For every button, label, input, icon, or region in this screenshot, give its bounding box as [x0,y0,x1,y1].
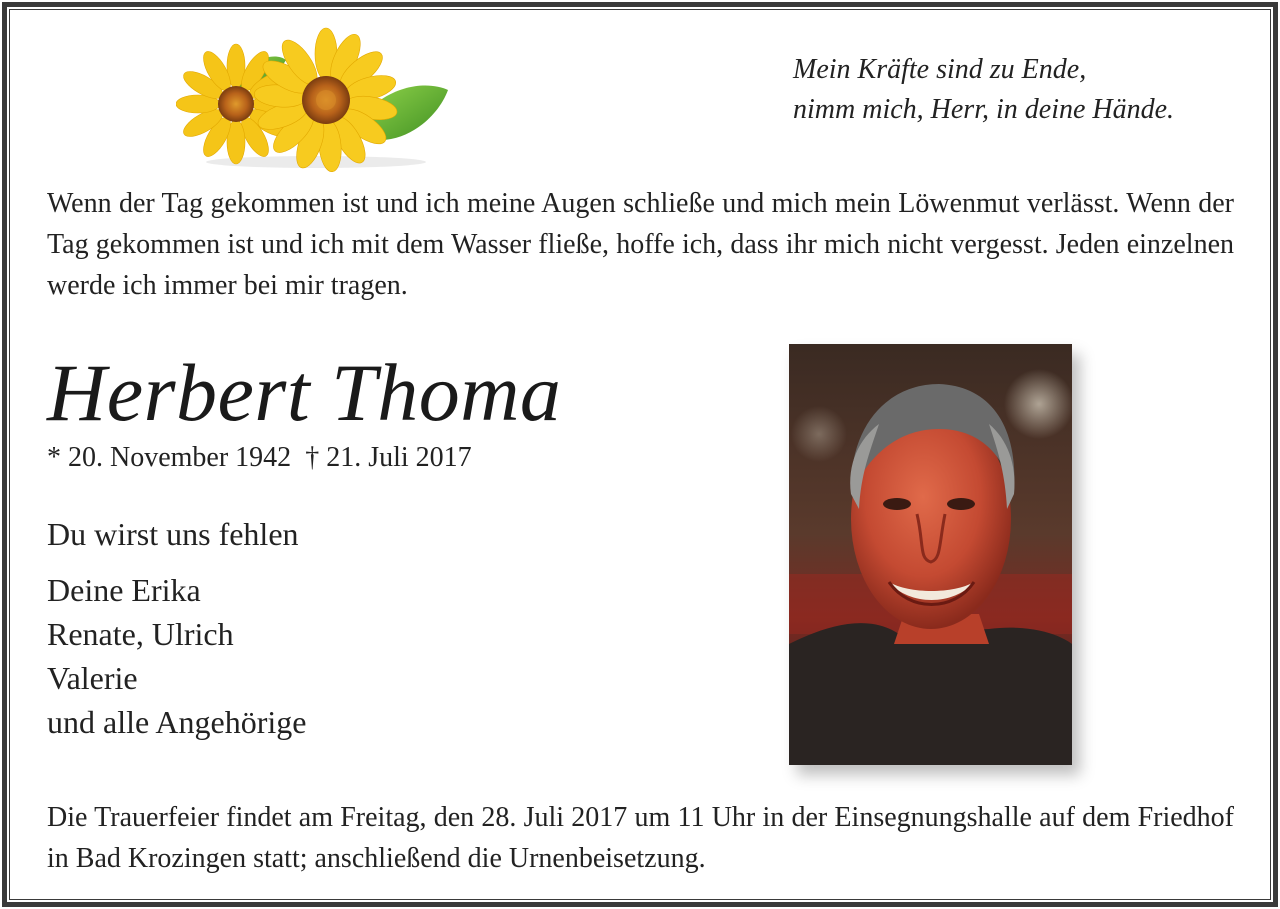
sunflower-illustration [176,22,456,172]
mourner-item: Deine Erika [47,572,201,608]
mourner-item: Renate, Ulrich [47,616,234,652]
birth-date: * 20. November 1942 [47,442,292,473]
poem-paragraph: Wenn der Tag gekommen ist und ich meine Augen schließe und mich mein Löwenmut verlässt. Wenn der Tag gekommen ist und ich mit dem Wasser fließe, hoffe ich, dass ihr mich nicht vergesst. Jeden einzelnen werde ich immer bei mir tragen. [47,188,1234,301]
motto-verse [793,50,1174,130]
motto-line-2: nimm mich, Herr, in deine Hände. [793,94,1175,125]
mourners-list [47,568,306,744]
funeral-notice: Die Trauerfeier findet am Freitag, den 28. Juli 2017 um 11 Uhr in der Einsegnungshalle auf dem Friedhof in Bad Krozingen statt; anschließend die Urnenbeisetzung. [47,802,1234,874]
farewell-line: Du wirst uns fehlen [47,516,299,552]
death-date: † 21. Juli 2017 [305,442,472,473]
motto-line-1: Mein Kräfte sind zu Ende, [793,54,1087,85]
life-dates [47,440,472,476]
portrait-photo [789,344,1072,765]
deceased-name: Herbert Thoma [47,347,562,438]
mourner-item: und alle Angehörige [47,704,307,740]
mourner-item: Valerie [47,660,138,696]
